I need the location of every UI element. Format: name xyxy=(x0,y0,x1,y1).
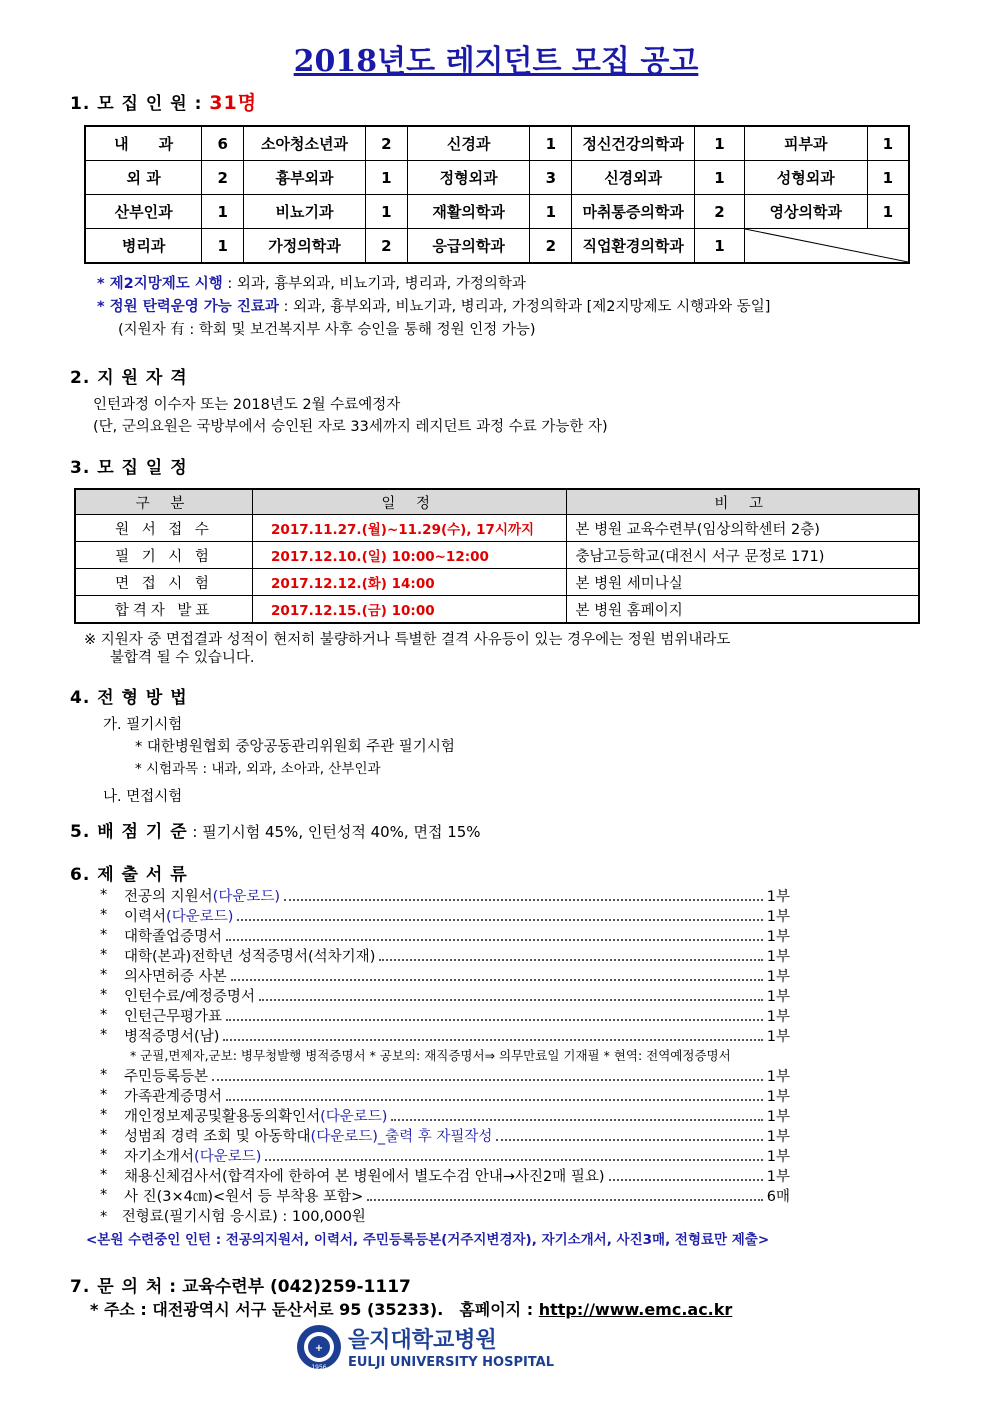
department-count: 1 xyxy=(365,195,407,229)
leader-dots xyxy=(231,969,763,981)
table-row xyxy=(85,229,909,264)
list-item xyxy=(100,1185,790,1205)
section-7-heading: 7. 문 의 처 : 교육수련부 (042)259-1117 xyxy=(70,1277,411,1297)
table-row xyxy=(85,195,909,229)
department-name: 영상의학과 xyxy=(744,195,867,229)
list-item xyxy=(100,985,790,1005)
list-item xyxy=(100,925,790,945)
bullet: * xyxy=(100,947,108,963)
document-count: 1부 xyxy=(766,948,790,965)
section-2-heading: 2. 지 원 자 격 xyxy=(70,368,188,388)
table-row xyxy=(75,596,919,624)
document-name: 자기소개서(다운로드) xyxy=(124,1148,262,1165)
leader-dots xyxy=(226,1089,763,1101)
bullet: * xyxy=(100,967,108,983)
bullet: * xyxy=(100,1087,108,1103)
schedule-date: 2017.12.10.(일) 10:00~12:00 xyxy=(253,542,567,569)
department-count: 2 xyxy=(365,126,407,161)
qualification-line-2: (단, 군의요원은 국방부에서 승인된 자로 33세까지 레지던트 과정 수료 가능한 자) xyxy=(93,419,608,435)
col-header: 비 고 xyxy=(567,489,919,515)
department-count: 1 xyxy=(867,161,909,195)
department-name: 성형외과 xyxy=(744,161,867,195)
department-count: 1 xyxy=(695,161,745,195)
leader-dots xyxy=(259,989,763,1001)
svg-text:+: + xyxy=(314,1343,324,1354)
note-flexible-quota: * 정원 탄력운영 가능 진료과 : 외과, 흉부외과, 비뇨기과, 병리과, 가정의학과 [제2지망제도 시행과와 동일] xyxy=(97,299,771,315)
bullet: * xyxy=(100,1007,108,1023)
homepage-link[interactable]: http://www.emc.ac.kr xyxy=(538,1300,733,1319)
document-list xyxy=(100,885,790,1045)
leader-dots xyxy=(496,1129,762,1141)
department-count: 2 xyxy=(202,161,244,195)
department-count: 2 xyxy=(530,229,572,264)
document-count: 1부 xyxy=(766,988,790,1005)
method-written-desc: * 대한병원협회 중앙공동관리위원회 주관 필기시험 xyxy=(135,739,455,755)
document-count: 1부 xyxy=(766,928,790,945)
schedule-item: 면 접 시 험 xyxy=(75,569,253,596)
department-name: 직업환경의학과 xyxy=(572,229,695,264)
document-count: 6매 xyxy=(766,1188,790,1205)
leader-dots xyxy=(226,929,763,941)
department-name: 신경외과 xyxy=(572,161,695,195)
address: * 주소 : 대전광역시 서구 둔산서로 95 (35233). 홈페이지 : http://www.emc.ac.kr xyxy=(90,1300,733,1319)
department-count: 1 xyxy=(365,161,407,195)
note-approval: (지원자 有 : 학회 및 보건복지부 사후 승인을 통해 정원 인정 가능) xyxy=(118,322,536,338)
department-name: 재활의학과 xyxy=(407,195,530,229)
document-name: 가족관계증명서 xyxy=(124,1088,223,1105)
department-name: 소아청소년과 xyxy=(244,126,366,161)
section-3-heading: 3. 모 집 일 정 xyxy=(70,458,188,478)
document-count: 1부 xyxy=(766,968,790,985)
download-link[interactable]: (다운로드) xyxy=(212,888,280,905)
section-1-heading: 1. 모 집 인 원 : 31명 xyxy=(70,92,258,114)
department-name: 정신건강의학과 xyxy=(572,126,695,161)
department-count: 2 xyxy=(695,195,745,229)
department-count: 3 xyxy=(530,161,572,195)
bullet: * xyxy=(100,927,108,943)
department-name: 비뇨기과 xyxy=(244,195,366,229)
department-count: 1 xyxy=(867,195,909,229)
schedule-item: 합격자 발표 xyxy=(75,596,253,624)
schedule-item: 필 기 시 험 xyxy=(75,542,253,569)
schedule-remark: 본 병원 세미나실 xyxy=(567,569,919,596)
table-row xyxy=(85,126,909,161)
department-count: 1 xyxy=(695,126,745,161)
note-second-choice: * 제2지망제도 시행 : 외과, 흉부외과, 비뇨기과, 병리과, 가정의학과 xyxy=(97,276,526,292)
bullet: * xyxy=(100,987,108,1003)
document-count: 1부 xyxy=(766,888,790,905)
document-name: 의사면허증 사본 xyxy=(124,968,227,985)
schedule-note-cont: 불합격 될 수 있습니다. xyxy=(110,650,255,666)
department-name: 내 과 xyxy=(85,126,202,161)
leader-dots xyxy=(609,1169,763,1181)
download-link[interactable]: (다운로드) xyxy=(194,1148,262,1165)
download-link[interactable]: (다운로드) xyxy=(166,908,234,925)
document-count: 1부 xyxy=(766,1148,790,1165)
department-count: 1 xyxy=(202,195,244,229)
department-name: 외 과 xyxy=(85,161,202,195)
page-title: 2018년도 레지던트 모집 공고 xyxy=(293,44,699,79)
list-item xyxy=(100,905,790,925)
document-name: 대학졸업증명서 xyxy=(124,928,223,945)
method-interview: 나. 면접시험 xyxy=(103,789,183,805)
bullet: * xyxy=(100,907,108,923)
list-item xyxy=(100,1125,790,1145)
document-name: 병적증명서(남) xyxy=(124,1028,220,1045)
total-count: 31명 xyxy=(209,92,258,114)
department-count: 1 xyxy=(867,126,909,161)
col-header: 구 분 xyxy=(75,489,253,515)
list-item xyxy=(100,1085,790,1105)
document-count: 1부 xyxy=(766,1008,790,1025)
section-4-heading: 4. 전 형 방 법 xyxy=(70,688,188,708)
bullet: * xyxy=(100,887,108,903)
section-5-heading: 5. 배 점 기 준 : 필기시험 45%, 인턴성적 40%, 면접 15% xyxy=(70,822,481,842)
method-written-subjects: * 시험과목 : 내과, 외과, 소아과, 산부인과 xyxy=(135,761,381,777)
list-item xyxy=(100,1005,790,1025)
list-item xyxy=(100,1065,790,1085)
department-name: 피부과 xyxy=(744,126,867,161)
document-count: 1부 xyxy=(766,1108,790,1125)
leader-dots xyxy=(226,1009,763,1021)
leader-dots xyxy=(237,909,762,921)
leader-dots xyxy=(223,1029,762,1041)
method-written: 가. 필기시험 xyxy=(103,717,183,733)
list-item xyxy=(100,945,790,965)
schedule-item: 원 서 접 수 xyxy=(75,515,253,542)
bullet: * xyxy=(100,1107,108,1123)
document-count: 1부 xyxy=(766,1028,790,1045)
document-name: 인턴수료/예정증명서 xyxy=(124,988,255,1005)
department-name: 병리과 xyxy=(85,229,202,264)
logo-english: EULJI UNIVERSITY HOSPITAL xyxy=(348,1355,555,1370)
department-name: 정형외과 xyxy=(407,161,530,195)
logo-korean: 을지대학교병원 xyxy=(348,1328,497,1353)
document-count: 1부 xyxy=(766,1168,790,1185)
document-name: 주민등록등본 xyxy=(124,1068,209,1085)
bullet: * xyxy=(100,1147,108,1163)
department-table xyxy=(84,125,910,264)
document-count: 1부 xyxy=(766,1088,790,1105)
schedule-date: 2017.11.27.(월)~11.29(수), 17시까지 xyxy=(253,515,567,542)
bullet: * xyxy=(100,1167,108,1183)
leader-dots xyxy=(367,1189,763,1201)
schedule-table xyxy=(74,488,920,624)
exam-fee: * 전형료(필기시험 응시료) : 100,000원 xyxy=(100,1209,366,1225)
document-name: 인턴근무평가표 xyxy=(124,1008,223,1025)
schedule-remark: 본 병원 교육수련부(임상의학센터 2층) xyxy=(567,515,919,542)
schedule-date: 2017.12.12.(화) 14:00 xyxy=(253,569,567,596)
col-header: 일 정 xyxy=(253,489,567,515)
table-row xyxy=(85,161,909,195)
department-name: 신경과 xyxy=(407,126,530,161)
intern-notice: <본원 수련중인 인턴 : 전공의지원서, 이력서, 주민등록등본(거주지변경자), 자기소개서, 사진3매, 전형료만 제출> xyxy=(86,1232,770,1248)
section-6-heading: 6. 제 출 서 류 xyxy=(70,865,188,885)
document-list-2 xyxy=(100,1065,790,1205)
table-row xyxy=(75,569,919,596)
leader-dots xyxy=(391,1109,762,1121)
bullet: * xyxy=(100,1067,108,1083)
leader-dots xyxy=(265,1149,762,1161)
document-name: 전공의 지원서(다운로드) xyxy=(124,888,280,905)
list-item xyxy=(100,1105,790,1125)
schedule-date: 2017.12.15.(금) 10:00 xyxy=(253,596,567,624)
empty-cell xyxy=(744,229,909,264)
department-count: 1 xyxy=(530,195,572,229)
schedule-remark: 충남고등학교(대전시 서구 문정로 171) xyxy=(567,542,919,569)
schedule-remark: 본 병원 홈페이지 xyxy=(567,596,919,624)
document-count: 1부 xyxy=(766,1068,790,1085)
bullet: * xyxy=(100,1027,108,1043)
bullet: * xyxy=(100,1187,108,1203)
schedule-note: ※ 지원자 중 면접결과 성적이 현저히 불량하거나 특별한 결격 사유등이 있는 경우에는 정원 범위내라도 xyxy=(84,632,731,648)
table-row xyxy=(75,542,919,569)
department-name: 산부인과 xyxy=(85,195,202,229)
qualification-line-1: 인턴과정 이수자 또는 2018년도 2월 수료예정자 xyxy=(93,397,401,413)
list-item xyxy=(100,1145,790,1165)
department-name: 응급의학과 xyxy=(407,229,530,264)
list-item xyxy=(100,1025,790,1045)
document-name: 성범죄 경력 조회 및 아동학대(다운로드)_출력 후 자필작성 xyxy=(124,1128,493,1145)
leader-dots xyxy=(284,889,763,901)
list-item xyxy=(100,885,790,905)
department-count: 1 xyxy=(202,229,244,264)
document-name: 이력서(다운로드) xyxy=(124,908,234,925)
logo-year: 1956 xyxy=(311,1364,327,1371)
military-note: * 군필,면제자,군보: 병무청발행 병적증명서 * 공보의: 재직증명서⇒ 의무만료일 기재필 * 현역: 전역예정증명서 xyxy=(130,1048,731,1063)
document-name: 개인정보제공및활용동의확인서(다운로드) xyxy=(124,1108,388,1125)
department-name: 마취통증의학과 xyxy=(572,195,695,229)
list-item xyxy=(100,1165,790,1185)
download-link[interactable]: (다운로드) xyxy=(320,1108,388,1125)
department-count: 6 xyxy=(202,126,244,161)
leader-dots xyxy=(379,949,762,961)
department-count: 1 xyxy=(530,126,572,161)
document-name: 채용신체검사서(합격자에 한하여 본 병원에서 별도수검 안내→사진2매 필요) xyxy=(124,1168,605,1185)
bullet: * xyxy=(100,1127,108,1143)
document-count: 1부 xyxy=(766,1128,790,1145)
document-name: 대학(본과)전학년 성적증명서(석차기재) xyxy=(124,948,376,965)
department-name: 가정의학과 xyxy=(244,229,366,264)
document-count: 1부 xyxy=(766,908,790,925)
department-name: 흉부외과 xyxy=(244,161,366,195)
hospital-logo xyxy=(296,1322,716,1376)
list-item xyxy=(100,965,790,985)
table-row xyxy=(75,515,919,542)
leader-dots xyxy=(212,1069,763,1081)
department-count: 2 xyxy=(365,229,407,264)
document-name: 사 진(3×4㎝)<원서 등 부착용 포함> xyxy=(124,1188,364,1205)
department-count: 1 xyxy=(695,229,745,264)
download-link[interactable]: (다운로드)_출력 후 자필작성 xyxy=(310,1128,493,1145)
